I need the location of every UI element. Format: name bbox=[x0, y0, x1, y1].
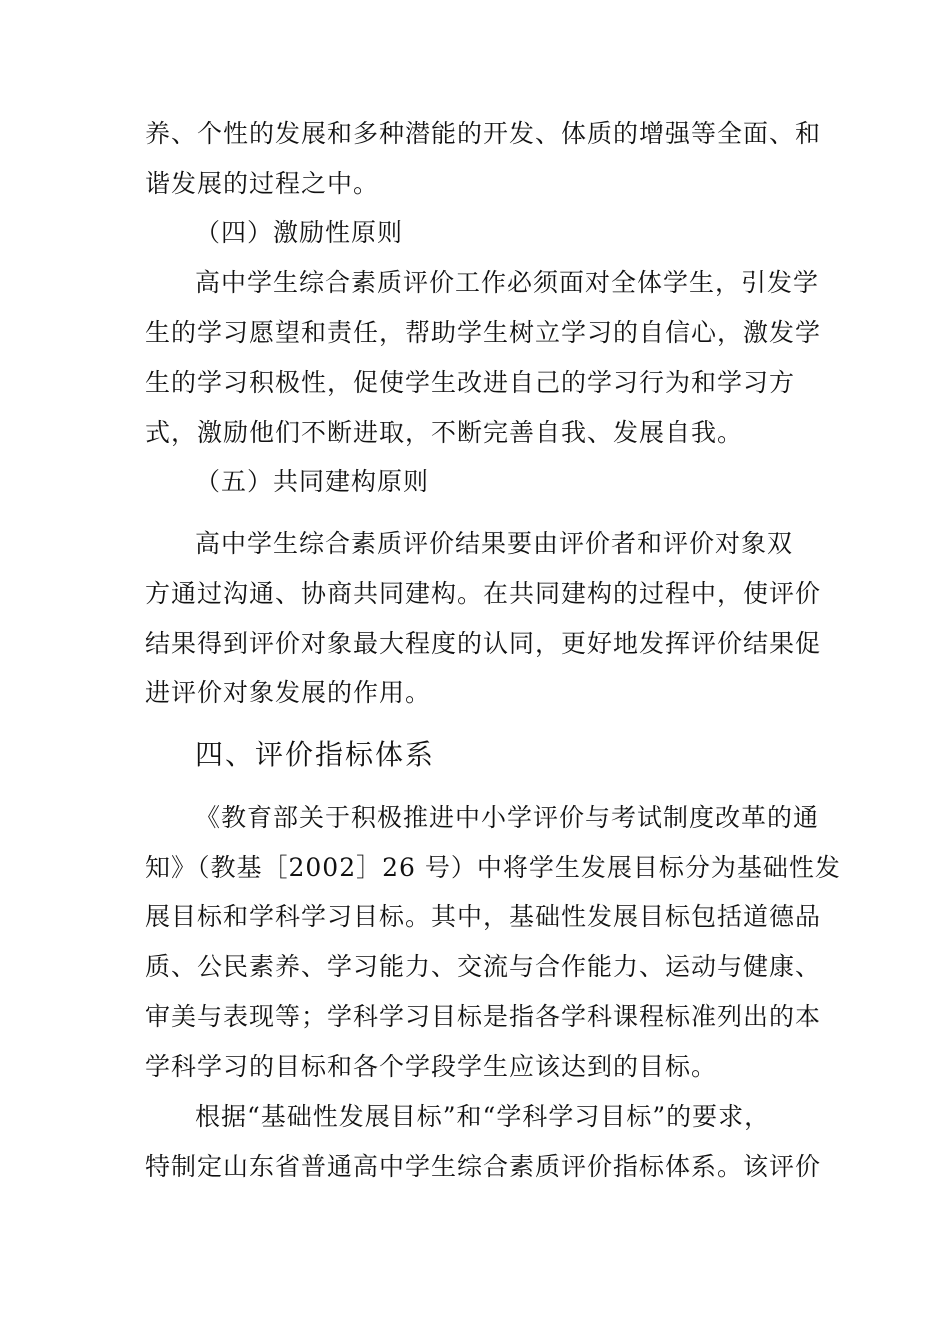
paragraph-line: 高中学生综合素质评价结果要由评价者和评价对象双 bbox=[195, 529, 794, 558]
subsection-heading: （四）激励性原则 bbox=[195, 218, 404, 247]
paragraph-line: 审美与表现等；学科学习目标是指各学科课程标准列出的本 bbox=[145, 1002, 822, 1031]
paragraph-line: 生的学习愿望和责任，帮助学生树立学习的自信心，激发学 bbox=[145, 318, 822, 347]
paragraph-line: 知》（教基［2002］26 号）中将学生发展目标分为基础性发 bbox=[145, 853, 841, 882]
subsection-heading: （五）共同建构原则 bbox=[195, 467, 430, 496]
paragraph-line: 学科学习的目标和各个学段学生应该达到的目标。 bbox=[145, 1052, 718, 1081]
paragraph-line: 结果得到评价对象最大程度的认同，更好地发挥评价结果促 bbox=[145, 629, 822, 658]
paragraph-line: 质、公民素养、学习能力、交流与合作能力、运动与健康、 bbox=[145, 952, 822, 981]
paragraph-line: 特制定山东省普通高中学生综合素质评价指标体系。该评价 bbox=[145, 1152, 822, 1181]
paragraph-line: 方通过沟通、协商共同建构。在共同建构的过程中，使评价 bbox=[145, 579, 822, 608]
paragraph-line: 高中学生综合素质评价工作必须面对全体学生，引发学 bbox=[195, 268, 820, 297]
paragraph-line: 进评价对象发展的作用。 bbox=[145, 678, 432, 707]
paragraph-line: 展目标和学科学习目标。其中，基础性发展目标包括道德品 bbox=[145, 902, 822, 931]
paragraph-line: 《教育部关于积极推进中小学评价与考试制度改革的通 bbox=[195, 803, 820, 832]
paragraph-line: 式，激励他们不断进取，不断完善自我、发展自我。 bbox=[145, 418, 744, 447]
paragraph-line: 谐发展的过程之中。 bbox=[145, 169, 380, 198]
paragraph-line: 根据“基础性发展目标”和“学科学习目标”的要求， bbox=[195, 1102, 771, 1131]
paragraph-line: 养、个性的发展和多种潜能的开发、体质的增强等全面、和 bbox=[145, 119, 822, 148]
paragraph-line: 生的学习积极性，促使学生改进自己的学习行为和学习方 bbox=[145, 368, 796, 397]
section-heading: 四、评价指标体系 bbox=[195, 738, 436, 771]
